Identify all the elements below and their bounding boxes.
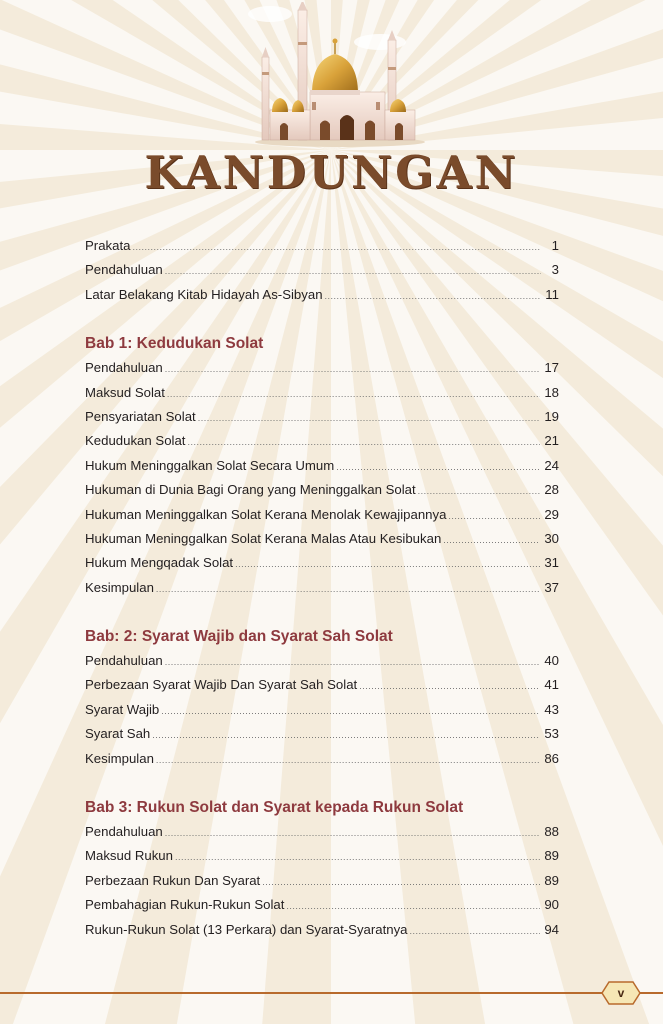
dot-leader bbox=[262, 870, 540, 894]
toc-entry-label: Maksud Solat bbox=[85, 384, 165, 400]
toc-entry-page: 19 bbox=[544, 408, 559, 424]
dot-leader bbox=[418, 479, 541, 503]
toc-entry bbox=[85, 820, 559, 844]
toc-entry-page: 89 bbox=[544, 872, 559, 888]
toc-entry-page: 40 bbox=[544, 653, 559, 669]
dot-leader bbox=[187, 430, 540, 454]
toc-entry-page: 3 bbox=[551, 262, 559, 278]
toc-entry bbox=[85, 673, 559, 697]
toc-entry bbox=[85, 478, 559, 502]
toc-entry-page: 41 bbox=[544, 677, 559, 693]
toc-entry bbox=[85, 747, 559, 771]
dot-leader bbox=[165, 357, 541, 381]
toc-entry bbox=[85, 503, 559, 527]
toc-entry-label: Kedudukan Solat bbox=[85, 433, 186, 449]
toc-entry-label: Pendahuluan bbox=[85, 824, 163, 840]
dot-leader bbox=[167, 382, 540, 406]
page-number-badge bbox=[601, 981, 641, 1005]
toc-entry-page: 1 bbox=[551, 238, 559, 253]
footer-divider bbox=[0, 992, 663, 994]
toc-entry bbox=[85, 649, 559, 673]
dot-leader bbox=[235, 552, 540, 576]
toc-entry bbox=[85, 551, 559, 575]
toc-entry-label: Syarat Sah bbox=[85, 726, 151, 742]
dot-leader bbox=[448, 504, 540, 528]
toc-entry-page: 43 bbox=[544, 701, 559, 717]
toc-entry bbox=[85, 429, 559, 453]
toc-entry-page: 31 bbox=[544, 555, 559, 571]
toc-entry-label: Hukuman Meninggalkan Solat Kerana Malas Atau Kesibukan bbox=[85, 530, 442, 546]
section-spacer bbox=[85, 600, 559, 624]
toc-entry-label: Hukuman Meninggalkan Solat Kerana Menolak Kewajipannya bbox=[85, 506, 447, 522]
toc-entry-page: 29 bbox=[544, 506, 559, 522]
toc-entry-label: Pembahagian Rukun-Rukun Solat bbox=[85, 897, 285, 913]
toc-entry-label: Rukun-Rukun Solat (13 Perkara) dan Syarat-Syaratnya bbox=[85, 921, 408, 937]
mosque-icon bbox=[240, 2, 440, 152]
dot-leader bbox=[198, 406, 541, 430]
dot-leader bbox=[410, 919, 541, 943]
toc-entry bbox=[85, 869, 559, 893]
toc-entry bbox=[85, 234, 559, 258]
section-spacer bbox=[85, 307, 559, 331]
toc-entry-page: 53 bbox=[544, 726, 559, 742]
toc-entry bbox=[85, 918, 559, 942]
toc-entry bbox=[85, 893, 559, 917]
page-title: KANDUNGAN bbox=[144, 146, 519, 199]
dot-leader bbox=[165, 259, 541, 283]
dot-leader bbox=[359, 674, 540, 698]
toc-entry-page: 86 bbox=[544, 750, 559, 766]
toc-entry-label: Perbezaan Rukun Dan Syarat bbox=[85, 872, 261, 888]
toc-entry bbox=[85, 722, 559, 746]
toc-entry-page: 28 bbox=[544, 482, 559, 498]
toc-entry-label: Kesimpulan bbox=[85, 750, 154, 766]
toc-entry-label: Kesimpulan bbox=[85, 579, 154, 595]
toc-entry bbox=[85, 356, 559, 380]
toc-entry-page: 88 bbox=[544, 824, 559, 840]
toc-entry-page: 11 bbox=[545, 286, 559, 302]
toc-entry bbox=[85, 698, 559, 722]
dot-leader bbox=[175, 845, 540, 869]
toc-entry bbox=[85, 381, 559, 405]
dot-leader bbox=[443, 528, 540, 552]
dot-leader bbox=[325, 284, 541, 308]
toc-entry-label: Prakata bbox=[85, 238, 131, 253]
dot-leader bbox=[156, 748, 540, 772]
toc-entry-label: Pendahuluan bbox=[85, 262, 163, 278]
dot-leader bbox=[161, 699, 540, 723]
dot-leader bbox=[132, 235, 541, 259]
toc-entry bbox=[85, 258, 559, 282]
toc-entry-label: Hukuman di Dunia Bagi Orang yang Meninggalkan Solat bbox=[85, 482, 416, 498]
section-heading: Bab 1: Kedudukan Solat bbox=[85, 335, 264, 353]
dot-leader bbox=[156, 577, 540, 601]
toc-entry-page: 30 bbox=[544, 530, 559, 546]
toc-entry-label: Pendahuluan bbox=[85, 360, 163, 376]
toc-entry-page: 94 bbox=[544, 921, 559, 937]
toc-entry bbox=[85, 405, 559, 429]
toc-entry-label: Pensyariatan Solat bbox=[85, 408, 196, 424]
toc-entry bbox=[85, 527, 559, 551]
toc-entry-label: Latar Belakang Kitab Hidayah As-Sibyan bbox=[85, 286, 323, 302]
section-spacer bbox=[85, 771, 559, 795]
toc-entry bbox=[85, 576, 559, 600]
toc-entry-page: 17 bbox=[544, 360, 559, 376]
dot-leader bbox=[152, 723, 540, 747]
toc-entry-page: 89 bbox=[544, 848, 559, 864]
toc-entry-page: 21 bbox=[544, 433, 559, 449]
toc-entry-label: Syarat Wajib bbox=[85, 701, 160, 717]
toc-entry bbox=[85, 283, 559, 307]
dot-leader bbox=[336, 455, 540, 479]
toc-entry-page: 18 bbox=[544, 384, 559, 400]
table-of-contents bbox=[85, 234, 559, 942]
toc-entry-page: 24 bbox=[544, 457, 559, 473]
section-heading: Bab 3: Rukun Solat dan Syarat kepada Rukun Solat bbox=[85, 799, 464, 817]
toc-entry bbox=[85, 844, 559, 868]
toc-entry-label: Hukum Mengqadak Solat bbox=[85, 555, 234, 571]
dot-leader bbox=[286, 894, 540, 918]
toc-entry-label: Pendahuluan bbox=[85, 653, 163, 669]
toc-entry-label: Perbezaan Syarat Wajib Dan Syarat Sah Solat bbox=[85, 677, 358, 693]
dot-leader bbox=[165, 821, 541, 845]
dot-leader bbox=[165, 650, 541, 674]
toc-entry-label: Hukum Meninggalkan Solat Secara Umum bbox=[85, 457, 335, 473]
toc-entry-label: Maksud Rukun bbox=[85, 848, 173, 864]
toc-entry bbox=[85, 454, 559, 478]
section-heading: Bab: 2: Syarat Wajib dan Syarat Sah Solat bbox=[85, 628, 393, 646]
toc-entry-page: 90 bbox=[544, 897, 559, 913]
toc-entry-page: 37 bbox=[544, 579, 559, 595]
page-number: v bbox=[617, 986, 625, 1000]
